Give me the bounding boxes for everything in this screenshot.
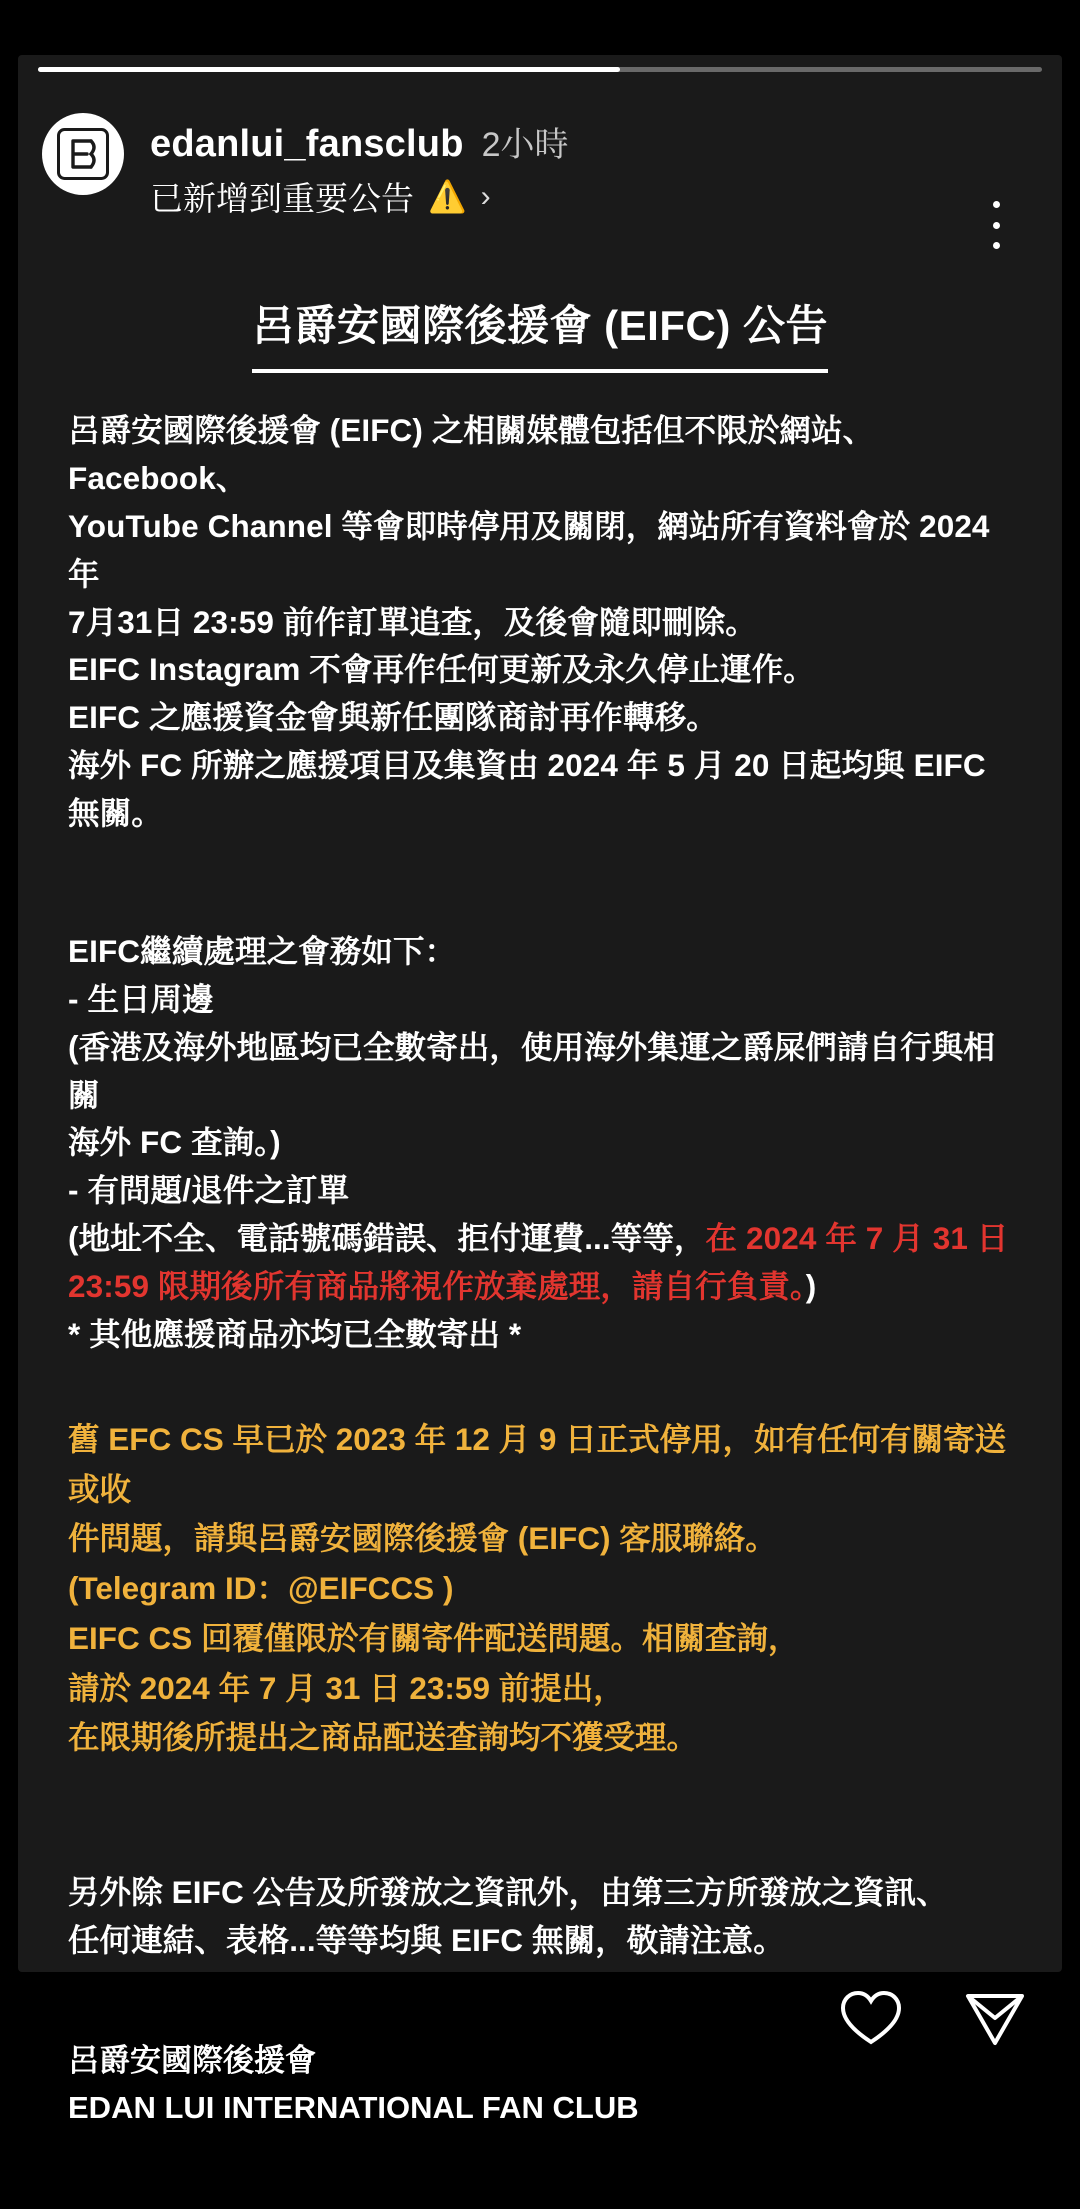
timestamp: 2小時 (481, 126, 569, 164)
deadline-line-2: 23:59 限期後所有商品將視作放棄處理，請自行負責。) (68, 1268, 817, 1304)
announcement-title-wrap (68, 293, 1012, 373)
paragraph-media-shutdown: 呂爵安國際後援會 (EIFC) 之相關媒體包括但不限於網站、Facebook、 YouTube Channel 等會即時停用及關閉，網站所有資料會於 2024 年 7月31日 23:59 前作訂單追查，及後會隨即刪除。 EIFC Instagram 不會再作任何更新及永久停止運作。 EIFC 之應援資金會與新任團隊商討再作轉移。 海外 FC 所辦之應援項目及集資由 2024 年 5 月 20 日起均與 EIFC 無關。 (68, 412, 990, 831)
story-card[interactable] (18, 55, 1062, 2125)
share-paper-plane-icon[interactable] (962, 1985, 1028, 2051)
avatar[interactable] (42, 113, 124, 195)
story-action-bar (838, 1985, 1028, 2051)
deadline-line-1: (地址不全、電話號碼錯誤、拒付運費...等等，在 2024 年 7 月 31 日 (68, 1220, 1009, 1257)
paragraph-customer-service: 舊 EFC CS 早已於 2023 年 12 月 9 日正式停用，如有任何有關寄送或收 件問題，請與呂爵安國際後援會 (EIFC) 客服聯絡。 (Telegram ID：@EIFCCS ) EIFC CS 回覆僅限於有關寄件配送問題。相關查詢， 請於 2024 年 7 月 31 日 23:59 前提出， 在限期後所提出之商品配送查詢均不獲受理。 (68, 1415, 1012, 1763)
warning-icon: ⚠️ (428, 179, 467, 214)
story-progress-bar (38, 67, 1042, 72)
username-row[interactable] (150, 117, 569, 166)
heart-icon[interactable] (838, 1985, 904, 2051)
announcement-body (18, 231, 1062, 2178)
paragraph-third-party-notice: 另外除 EIFC 公告及所發放之資訊外，由第三方所發放之資訊、 任何連結、表格...等等均與 EIFC 無關，敬請注意。 (68, 1874, 948, 1958)
paragraph-remaining-duties: EIFC繼續處理之會務如下： - 生日周邊 (香港及海外地區均已全數寄出，使用海外集運之爵屎們請自行與相關 海外 FC 查詢。) - 有問題/退件之訂單 (地址不全、電話號碼錯誤、拒付運費...等等，在 2024 年 7 月 31 日 23:59 限期後所有商品將視作放棄處理，請自行負責。) * 其他應援商品亦均已全數寄出 * (68, 928, 1012, 1359)
chevron-right-icon[interactable]: › (480, 179, 491, 213)
signature-block: 呂爵安國際後援會 EDAN LUI INTERNATIONAL FAN CLUB (68, 2042, 639, 2125)
telegram-id-line: (Telegram ID：@EIFCCS ) (68, 1570, 454, 1607)
username[interactable]: edanlui_fansclub (150, 123, 464, 165)
bottom-bezel (0, 2129, 1080, 2209)
deadline-red-text-1: 在 2024 年 7 月 31 日 (705, 1220, 1009, 1257)
deadline-red-text-2: 23:59 限期後所有商品將視作放棄處理，請自行負責。 (68, 1268, 806, 1304)
story-progress-fill (38, 67, 620, 72)
page-title: 呂爵安國際後援會 (EIFC) 公告 (252, 293, 828, 373)
highlight-row[interactable] (150, 173, 491, 220)
story-header (42, 95, 1038, 225)
highlight-label: 已新增到重要公告 (150, 180, 414, 217)
